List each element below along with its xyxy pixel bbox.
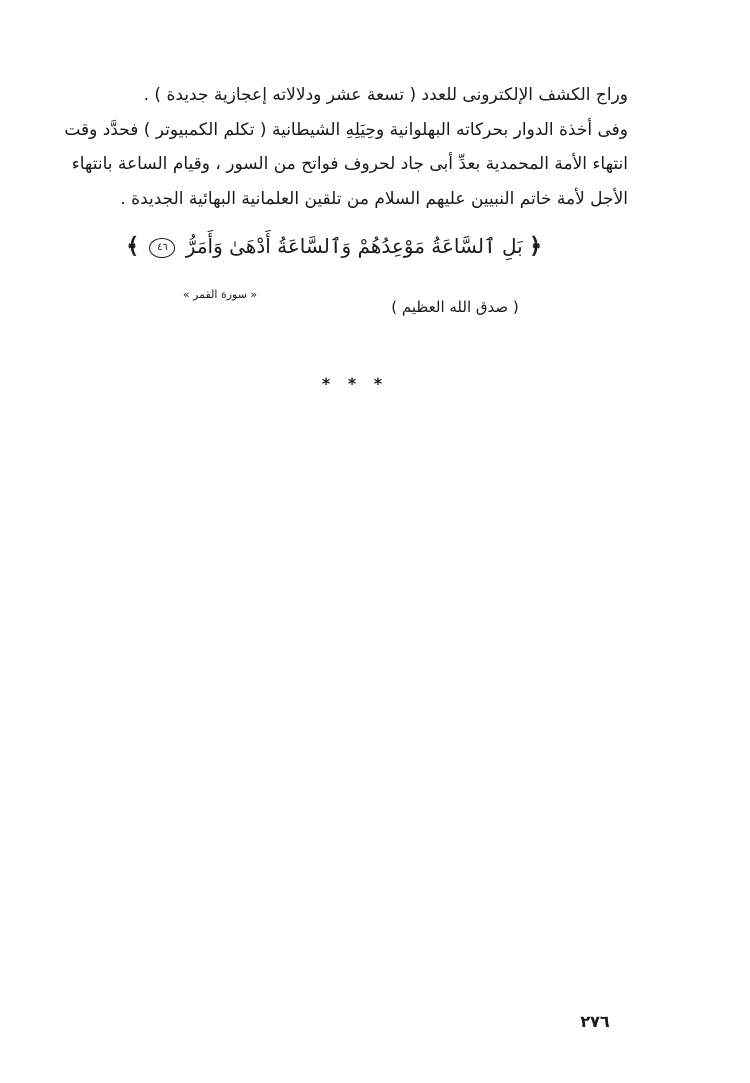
closing-formula: ( صدق الله العظيم ) bbox=[391, 298, 519, 316]
paragraph-line: الأجل لأمة خاتم النبيين عليهم السلام من تلقين العلمانية البهائية الجديدة . bbox=[120, 188, 628, 209]
page-number: ٢٧٦ bbox=[580, 1012, 610, 1031]
quran-verse bbox=[126, 234, 542, 259]
paragraph-line: انتهاء الأمة المحمدية بعدِّ أبى جاد لحروف فواتح من السور ، وقيام الساعة بانتهاء bbox=[71, 154, 628, 174]
verse-open-bracket: ﴿ bbox=[529, 234, 542, 259]
paragraph-line: وراج الكشف الإلكترونى للعدد ( تسعة عشر ودلالاته إعجازية جديدة ) . bbox=[143, 85, 628, 105]
ayah-number-marker: ٤٦ bbox=[149, 238, 175, 258]
surah-reference: « سورة القمر » bbox=[182, 288, 258, 301]
section-separator: * * * bbox=[321, 374, 389, 393]
body-paragraph bbox=[64, 78, 628, 216]
verse-close-bracket: ﴾ bbox=[126, 234, 140, 259]
paragraph-line: وفى أخذة الدوار بحركاته البهلوانية وحِيَلِهِ الشيطانية ( تكلم الكمبيوتر ) فحدَّد وقت bbox=[64, 119, 628, 140]
verse-text: بَلِ ٱلسَّاعَةُ مَوْعِدُهُمْ وَٱلسَّاعَةُ أَدْهَىٰ وَأَمَرُّ bbox=[185, 234, 523, 258]
